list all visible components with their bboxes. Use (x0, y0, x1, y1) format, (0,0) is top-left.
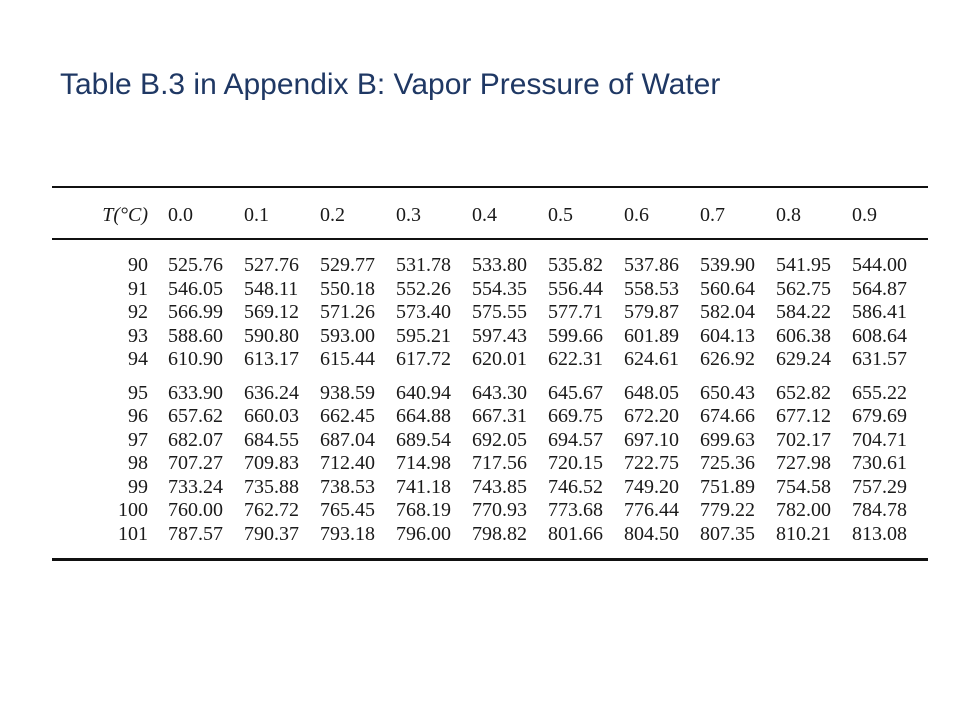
pressure-cell: 525.76 (168, 254, 223, 277)
column-header: 0.0 (168, 203, 193, 226)
pressure-cell: 610.90 (168, 348, 223, 371)
column-header: 0.1 (244, 203, 269, 226)
pressure-cell: 633.90 (168, 381, 223, 404)
pressure-cell: 692.05 (472, 428, 527, 451)
pressure-cell: 643.30 (472, 381, 527, 404)
pressure-cell: 807.35 (700, 522, 755, 545)
pressure-cell: 531.78 (396, 254, 451, 277)
column-header: 0.6 (624, 203, 649, 226)
pressure-cell: 813.08 (852, 522, 907, 545)
pressure-cell: 722.75 (624, 452, 679, 475)
pressure-cell: 730.61 (852, 452, 907, 475)
pressure-cell: 527.76 (244, 254, 299, 277)
pressure-cell: 672.20 (624, 405, 679, 428)
pressure-cell: 662.45 (320, 405, 375, 428)
pressure-cell: 694.57 (548, 428, 603, 451)
pressure-cell: 664.88 (396, 405, 451, 428)
pressure-cell: 660.03 (244, 405, 299, 428)
temperature-cell: 95 (128, 381, 148, 404)
pressure-cell: 564.87 (852, 277, 907, 300)
pressure-cell: 562.75 (776, 277, 831, 300)
pressure-cell: 804.50 (624, 522, 679, 545)
pressure-cell: 754.58 (776, 475, 831, 498)
pressure-cell: 620.01 (472, 348, 527, 371)
pressure-cell: 541.95 (776, 254, 831, 277)
pressure-cell: 613.17 (244, 348, 299, 371)
pressure-cell: 604.13 (700, 324, 755, 347)
pressure-cell: 738.53 (320, 475, 375, 498)
pressure-cell: 579.87 (624, 301, 679, 324)
pressure-cell: 657.62 (168, 405, 223, 428)
table-row (52, 523, 928, 547)
pressure-cell: 733.24 (168, 475, 223, 498)
pressure-cell: 624.61 (624, 348, 679, 371)
pressure-cell: 682.07 (168, 428, 223, 451)
pressure-cell: 741.18 (396, 475, 451, 498)
table-header (52, 202, 928, 228)
pressure-cell: 677.12 (776, 405, 831, 428)
pressure-cell: 757.29 (852, 475, 907, 498)
pressure-cell: 584.22 (776, 301, 831, 324)
pressure-cell: 597.43 (472, 324, 527, 347)
pressure-cell: 558.53 (624, 277, 679, 300)
temperature-cell: 94 (128, 348, 148, 371)
table-row (52, 278, 928, 302)
pressure-cell: 727.98 (776, 452, 831, 475)
pressure-cell: 573.40 (396, 301, 451, 324)
pressure-cell: 782.00 (776, 499, 831, 522)
temperature-cell: 96 (128, 405, 148, 428)
temperature-cell: 101 (118, 522, 148, 545)
pressure-cell: 539.90 (700, 254, 755, 277)
pressure-cell: 593.00 (320, 324, 375, 347)
pressure-cell: 779.22 (700, 499, 755, 522)
pressure-cell: 760.00 (168, 499, 223, 522)
pressure-cell: 746.52 (548, 475, 603, 498)
column-header: 0.7 (700, 203, 725, 226)
pressure-cell: 566.99 (168, 301, 223, 324)
table-top-rule (52, 186, 928, 188)
pressure-cell: 626.92 (700, 348, 755, 371)
pressure-cell: 669.75 (548, 405, 603, 428)
pressure-cell: 590.80 (244, 324, 299, 347)
table-row (52, 476, 928, 500)
table-row (52, 499, 928, 523)
pressure-cell: 606.38 (776, 324, 831, 347)
pressure-cell: 552.26 (396, 277, 451, 300)
temperature-cell: 92 (128, 301, 148, 324)
pressure-cell: 648.05 (624, 381, 679, 404)
pressure-cell: 617.72 (396, 348, 451, 371)
pressure-cell: 801.66 (548, 522, 603, 545)
pressure-cell: 679.69 (852, 405, 907, 428)
temperature-cell: 91 (128, 277, 148, 300)
table-row (52, 254, 928, 278)
pressure-cell: 548.11 (244, 277, 299, 300)
table-row (52, 382, 928, 406)
pressure-cell: 790.37 (244, 522, 299, 545)
pressure-cell: 697.10 (624, 428, 679, 451)
pressure-cell: 640.94 (396, 381, 451, 404)
table-row (52, 429, 928, 453)
pressure-cell: 529.77 (320, 254, 375, 277)
table-row (52, 452, 928, 476)
pressure-cell: 655.22 (852, 381, 907, 404)
pressure-cell: 667.31 (472, 405, 527, 428)
pressure-cell: 636.24 (244, 381, 299, 404)
column-header: 0.5 (548, 203, 573, 226)
temperature-cell: 97 (128, 428, 148, 451)
pressure-cell: 556.44 (548, 277, 603, 300)
pressure-cell: 743.85 (472, 475, 527, 498)
temperature-cell: 98 (128, 452, 148, 475)
column-header: 0.8 (776, 203, 801, 226)
pressure-cell: 687.04 (320, 428, 375, 451)
pressure-cell: 714.98 (396, 452, 451, 475)
pressure-cell: 796.00 (396, 522, 451, 545)
pressure-cell: 709.83 (244, 452, 299, 475)
pressure-cell: 645.67 (548, 381, 603, 404)
pressure-cell: 608.64 (852, 324, 907, 347)
column-header: 0.9 (852, 203, 877, 226)
pressure-cell: 776.44 (624, 499, 679, 522)
pressure-cell: 784.78 (852, 499, 907, 522)
pressure-cell: 535.82 (548, 254, 603, 277)
column-header: 0.4 (472, 203, 497, 226)
pressure-cell: 751.89 (700, 475, 755, 498)
pressure-cell: 546.05 (168, 277, 223, 300)
pressure-cell: 702.17 (776, 428, 831, 451)
pressure-cell: 601.89 (624, 324, 679, 347)
table-row (52, 301, 928, 325)
pressure-cell: 765.45 (320, 499, 375, 522)
pressure-cell: 704.71 (852, 428, 907, 451)
temperature-cell: 99 (128, 475, 148, 498)
pressure-cell: 537.86 (624, 254, 679, 277)
pressure-cell: 810.21 (776, 522, 831, 545)
pressure-cell: 631.57 (852, 348, 907, 371)
pressure-cell: 550.18 (320, 277, 375, 300)
row-group-gap (52, 372, 928, 382)
pressure-cell: 770.93 (472, 499, 527, 522)
pressure-cell: 938.59 (320, 381, 375, 404)
pressure-cell: 674.66 (700, 405, 755, 428)
pressure-cell: 571.26 (320, 301, 375, 324)
pressure-cell: 582.04 (700, 301, 755, 324)
vapor-pressure-table (52, 186, 928, 561)
pressure-cell: 622.31 (548, 348, 603, 371)
page-title: Table B.3 in Appendix B: Vapor Pressure of Water (60, 68, 721, 101)
pressure-cell: 720.15 (548, 452, 603, 475)
pressure-cell: 773.68 (548, 499, 603, 522)
pressure-cell: 554.35 (472, 277, 527, 300)
pressure-cell: 768.19 (396, 499, 451, 522)
pressure-cell: 615.44 (320, 348, 375, 371)
pressure-cell: 560.64 (700, 277, 755, 300)
pressure-cell: 798.82 (472, 522, 527, 545)
pressure-cell: 586.41 (852, 301, 907, 324)
temperature-cell: 100 (118, 499, 148, 522)
pressure-cell: 725.36 (700, 452, 755, 475)
pressure-cell: 595.21 (396, 324, 451, 347)
pressure-cell: 577.71 (548, 301, 603, 324)
pressure-cell: 749.20 (624, 475, 679, 498)
pressure-cell: 588.60 (168, 324, 223, 347)
pressure-cell: 699.63 (700, 428, 755, 451)
temperature-header: T(°C) (102, 203, 148, 226)
column-header: 0.3 (396, 203, 421, 226)
table-row (52, 348, 928, 372)
pressure-cell: 652.82 (776, 381, 831, 404)
pressure-cell: 599.66 (548, 324, 603, 347)
pressure-cell: 762.72 (244, 499, 299, 522)
temperature-cell: 90 (128, 254, 148, 277)
pressure-cell: 533.80 (472, 254, 527, 277)
table-row (52, 325, 928, 349)
table-row (52, 405, 928, 429)
pressure-cell: 689.54 (396, 428, 451, 451)
temperature-cell: 93 (128, 324, 148, 347)
pressure-cell: 684.55 (244, 428, 299, 451)
table-header-rule (52, 238, 928, 240)
header-row (52, 202, 928, 228)
pressure-cell: 735.88 (244, 475, 299, 498)
pressure-cell: 575.55 (472, 301, 527, 324)
pressure-cell: 707.27 (168, 452, 223, 475)
column-header: 0.2 (320, 203, 345, 226)
pressure-cell: 569.12 (244, 301, 299, 324)
pressure-cell: 793.18 (320, 522, 375, 545)
pressure-cell: 787.57 (168, 522, 223, 545)
pressure-cell: 544.00 (852, 254, 907, 277)
table-body (52, 254, 928, 546)
pressure-cell: 712.40 (320, 452, 375, 475)
pressure-cell: 650.43 (700, 381, 755, 404)
table-bottom-rule (52, 558, 928, 561)
pressure-cell: 629.24 (776, 348, 831, 371)
pressure-cell: 717.56 (472, 452, 527, 475)
